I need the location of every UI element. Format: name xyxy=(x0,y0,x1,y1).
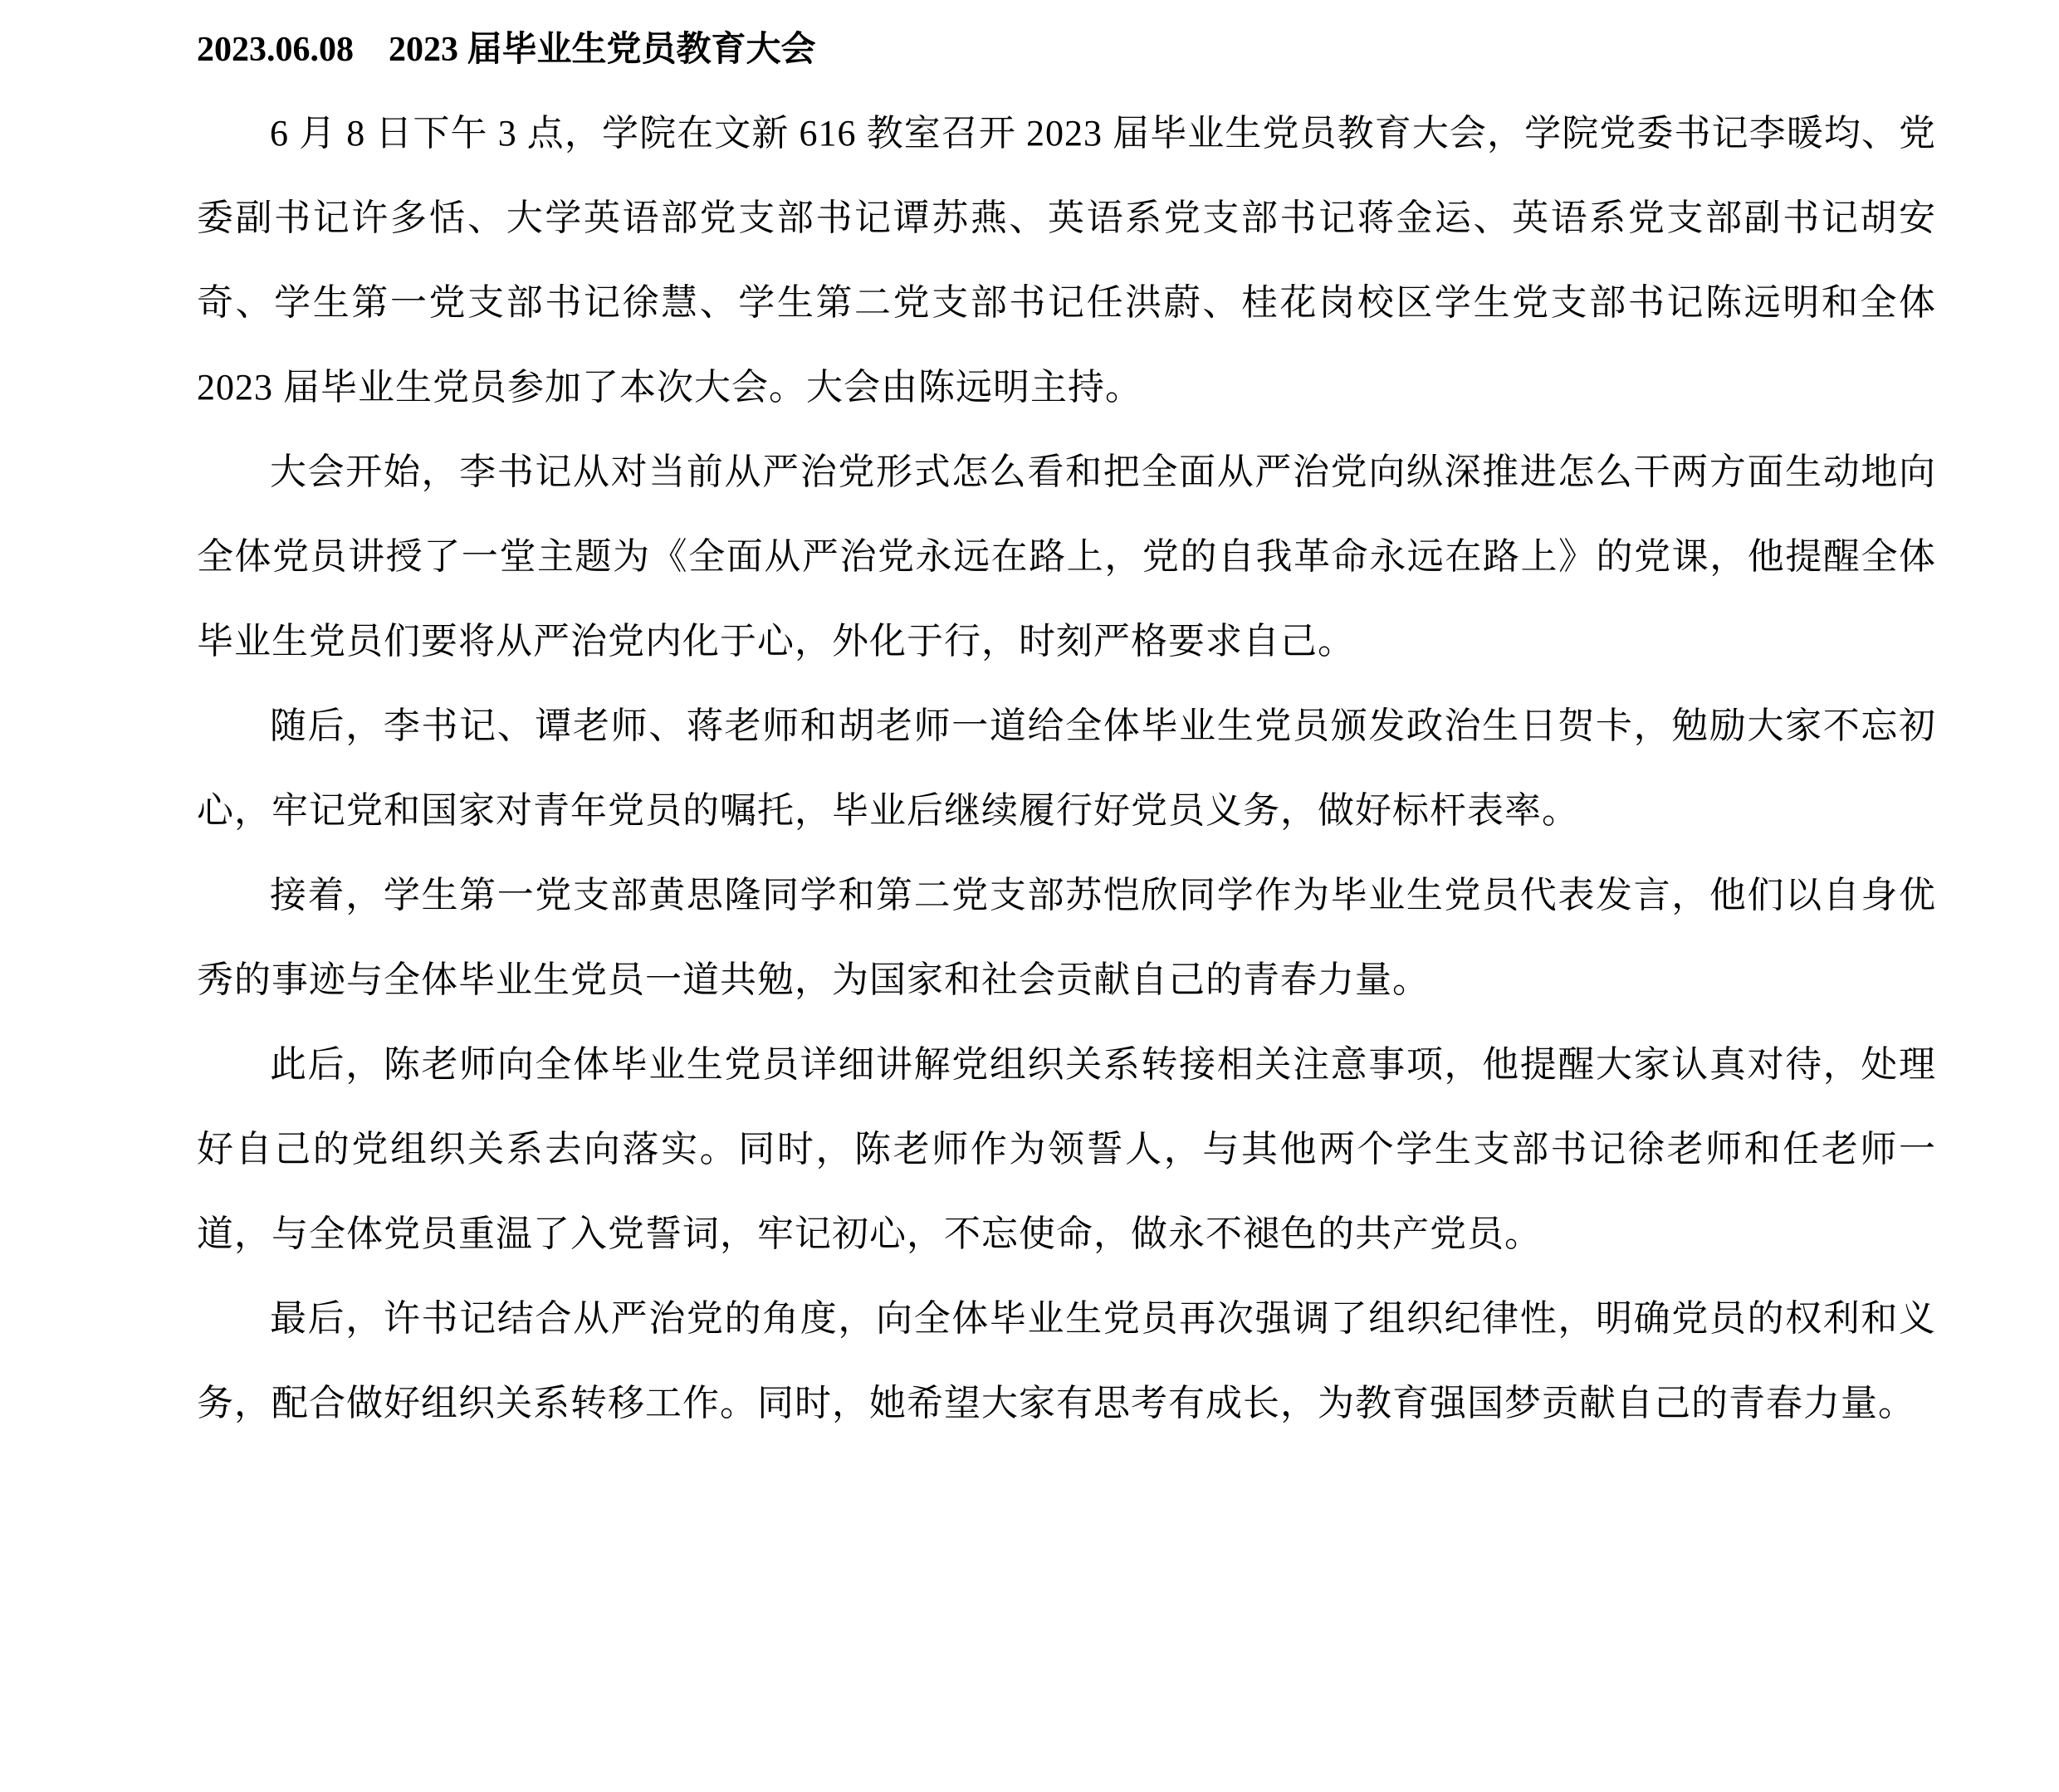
document-title: 2023.06.08 2023 届毕业生党员教育大会 xyxy=(197,31,816,69)
paragraph-birthday-cards: 随后，李书记、谭老师、蒋老师和胡老师一道给全体毕业生党员颁发政治生日贺卡，勉励大家不忘初心，牢记党和国家对青年党员的嘱托，毕业后继续履行好党员义务，做好标杆表率。 xyxy=(197,706,1936,831)
paragraph-closing-remarks: 最后，许书记结合从严治党的角度，向全体毕业生党员再次强调了组织纪律性，明确党员的权利和义务，配合做好组织关系转移工作。同时，她希望大家有思考有成长，为教育强国梦贡献自己的青春力量。 xyxy=(197,1298,1936,1423)
paragraph-student-representatives: 接着，学生第一党支部黄思隆同学和第二党支部苏恺欣同学作为毕业生党员代表发言，他们以自身优秀的事迹与全体毕业生党员一道共勉，为国家和社会贡献自己的青春力量。 xyxy=(197,875,1936,1000)
paragraph-membership-transfer-oath: 此后，陈老师向全体毕业生党员详细讲解党组织关系转接相关注意事项，他提醒大家认真对待，处理好自己的党组织关系去向落实。同时，陈老师作为领誓人，与其他两个学生支部书记徐老师和任老师一道，与全体党员重温了入党誓词，牢记初心，不忘使命，做永不褪色的共产党员。 xyxy=(197,1044,1936,1254)
paragraph-attendees: 6 月 8 日下午 3 点，学院在文新 616 教室召开 2023 届毕业生党员教育大会，学院党委书记李暖均、党委副书记许多恬、大学英语部党支部书记谭苏燕、英语系党支部书记蒋金运、英语系党支部副书记胡安奇、学生第一党支部书记徐慧、学生第二党支部书记任洪蔚、桂花岗校区学生党支部书记陈远明和全体 2023 届毕业生党员参加了本次大会。大会由陈远明主持。 xyxy=(197,113,1936,408)
paragraph-party-lecture: 大会开始，李书记从对当前从严治党形式怎么看和把全面从严治党向纵深推进怎么干两方面生动地向全体党员讲授了一堂主题为《全面从严治党永远在路上，党的自我革命永远在路上》的党课，他提醒全体毕业生党员们要将从严治党内化于心，外化于行，时刻严格要求自己。 xyxy=(197,452,1936,662)
